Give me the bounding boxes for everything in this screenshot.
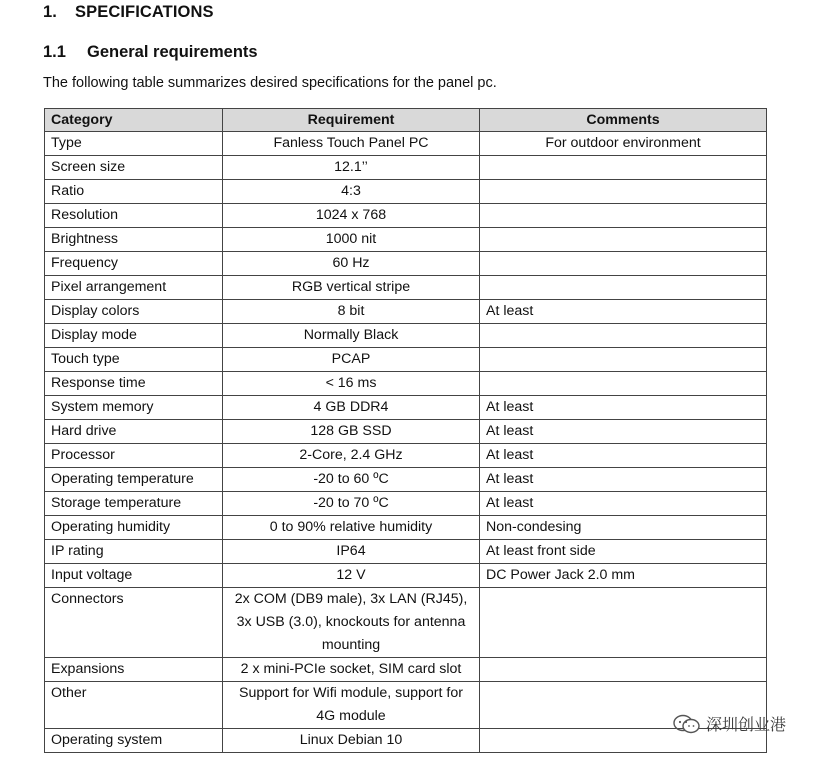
cell-category: Other <box>45 682 223 729</box>
cell-requirement: RGB vertical stripe <box>223 276 480 300</box>
cell-category: Pixel arrangement <box>45 276 223 300</box>
table-row <box>45 492 767 516</box>
table-header-row <box>45 109 767 132</box>
table-row <box>45 658 767 682</box>
cell-comment: At least <box>480 492 767 516</box>
cell-requirement: -20 to 70 ºC <box>223 492 480 516</box>
cell-requirement: < 16 ms <box>223 372 480 396</box>
table-row <box>45 204 767 228</box>
cell-requirement: 2-Core, 2.4 GHz <box>223 444 480 468</box>
cell-requirement: 2x COM (DB9 male), 3x LAN (RJ45), 3x USB (3.0), knockouts for antenna mounting <box>223 588 480 658</box>
watermark-text: 深圳创业港 <box>706 715 787 734</box>
cell-requirement: 128 GB SSD <box>223 420 480 444</box>
table-row <box>45 540 767 564</box>
table-row <box>45 372 767 396</box>
cell-comment: DC Power Jack 2.0 mm <box>480 564 767 588</box>
cell-comment: At least <box>480 396 767 420</box>
table-row <box>45 180 767 204</box>
cell-comment <box>480 276 767 300</box>
cell-requirement: 12 V <box>223 564 480 588</box>
cell-comment <box>480 252 767 276</box>
header-comments: Comments <box>480 109 767 132</box>
cell-comment <box>480 324 767 348</box>
cell-comment: At least <box>480 420 767 444</box>
table-row <box>45 396 767 420</box>
cell-requirement: 1024 x 768 <box>223 204 480 228</box>
cell-requirement: 4 GB DDR4 <box>223 396 480 420</box>
cell-category: Screen size <box>45 156 223 180</box>
cell-requirement: 12.1’’ <box>223 156 480 180</box>
cell-requirement: Support for Wifi module, support for 4G module <box>223 682 480 729</box>
cell-requirement: IP64 <box>223 540 480 564</box>
cell-requirement: Linux Debian 10 <box>223 729 480 753</box>
subsection-number: 1.1 <box>43 43 66 61</box>
cell-comment <box>480 348 767 372</box>
cell-requirement: 60 Hz <box>223 252 480 276</box>
table-row <box>45 324 767 348</box>
table-row <box>45 276 767 300</box>
cell-requirement: PCAP <box>223 348 480 372</box>
cell-category: Operating temperature <box>45 468 223 492</box>
cell-category: Operating humidity <box>45 516 223 540</box>
cell-comment: At least <box>480 300 767 324</box>
subsection-title: General requirements <box>87 43 258 61</box>
specifications-table <box>44 108 767 753</box>
table-row <box>45 729 767 753</box>
table-row <box>45 444 767 468</box>
cell-category: Display colors <box>45 300 223 324</box>
table-row <box>45 468 767 492</box>
cell-comment: At least <box>480 468 767 492</box>
table-row <box>45 252 767 276</box>
cell-comment <box>480 588 767 658</box>
table-row <box>45 420 767 444</box>
cell-category: Ratio <box>45 180 223 204</box>
watermark <box>672 712 786 735</box>
table-row <box>45 132 767 156</box>
table-body <box>45 132 767 753</box>
table-row <box>45 300 767 324</box>
cell-category: Resolution <box>45 204 223 228</box>
cell-category: Touch type <box>45 348 223 372</box>
cell-category: System memory <box>45 396 223 420</box>
intro-paragraph: The following table summarizes desired specifications for the panel pc. <box>43 75 497 91</box>
cell-category: Brightness <box>45 228 223 252</box>
cell-requirement: 1000 nit <box>223 228 480 252</box>
section-title: SPECIFICATIONS <box>75 3 214 21</box>
cell-comment: At least <box>480 444 767 468</box>
cell-requirement: -20 to 60 ºC <box>223 468 480 492</box>
cell-comment: For outdoor environment <box>480 132 767 156</box>
cell-requirement: 0 to 90% relative humidity <box>223 516 480 540</box>
cell-category: Connectors <box>45 588 223 658</box>
cell-comment: At least front side <box>480 540 767 564</box>
cell-comment <box>480 372 767 396</box>
cell-requirement: Normally Black <box>223 324 480 348</box>
table-row <box>45 564 767 588</box>
cell-comment <box>480 204 767 228</box>
header-category: Category <box>45 109 223 132</box>
cell-comment <box>480 180 767 204</box>
cell-comment: Non-condesing <box>480 516 767 540</box>
cell-category: Input voltage <box>45 564 223 588</box>
cell-comment <box>480 658 767 682</box>
cell-requirement: 2 x mini-PCIe socket, SIM card slot <box>223 658 480 682</box>
cell-category: Hard drive <box>45 420 223 444</box>
cell-category: Display mode <box>45 324 223 348</box>
wechat-official-account-icon <box>672 714 702 734</box>
cell-requirement: 8 bit <box>223 300 480 324</box>
header-requirement: Requirement <box>223 109 480 132</box>
cell-category: Type <box>45 132 223 156</box>
cell-category: Frequency <box>45 252 223 276</box>
section-heading <box>43 3 214 22</box>
cell-requirement: 4:3 <box>223 180 480 204</box>
cell-category: Expansions <box>45 658 223 682</box>
cell-category: IP rating <box>45 540 223 564</box>
table-row <box>45 588 767 658</box>
cell-category: Response time <box>45 372 223 396</box>
cell-comment <box>480 228 767 252</box>
table-row <box>45 348 767 372</box>
cell-category: Operating system <box>45 729 223 753</box>
cell-comment <box>480 156 767 180</box>
section-number: 1. <box>43 3 57 21</box>
cell-requirement: Fanless Touch Panel PC <box>223 132 480 156</box>
table-row <box>45 516 767 540</box>
table-row <box>45 156 767 180</box>
cell-category: Storage temperature <box>45 492 223 516</box>
table-row <box>45 228 767 252</box>
table-row <box>45 682 767 729</box>
cell-category: Processor <box>45 444 223 468</box>
subsection-heading <box>43 43 258 62</box>
